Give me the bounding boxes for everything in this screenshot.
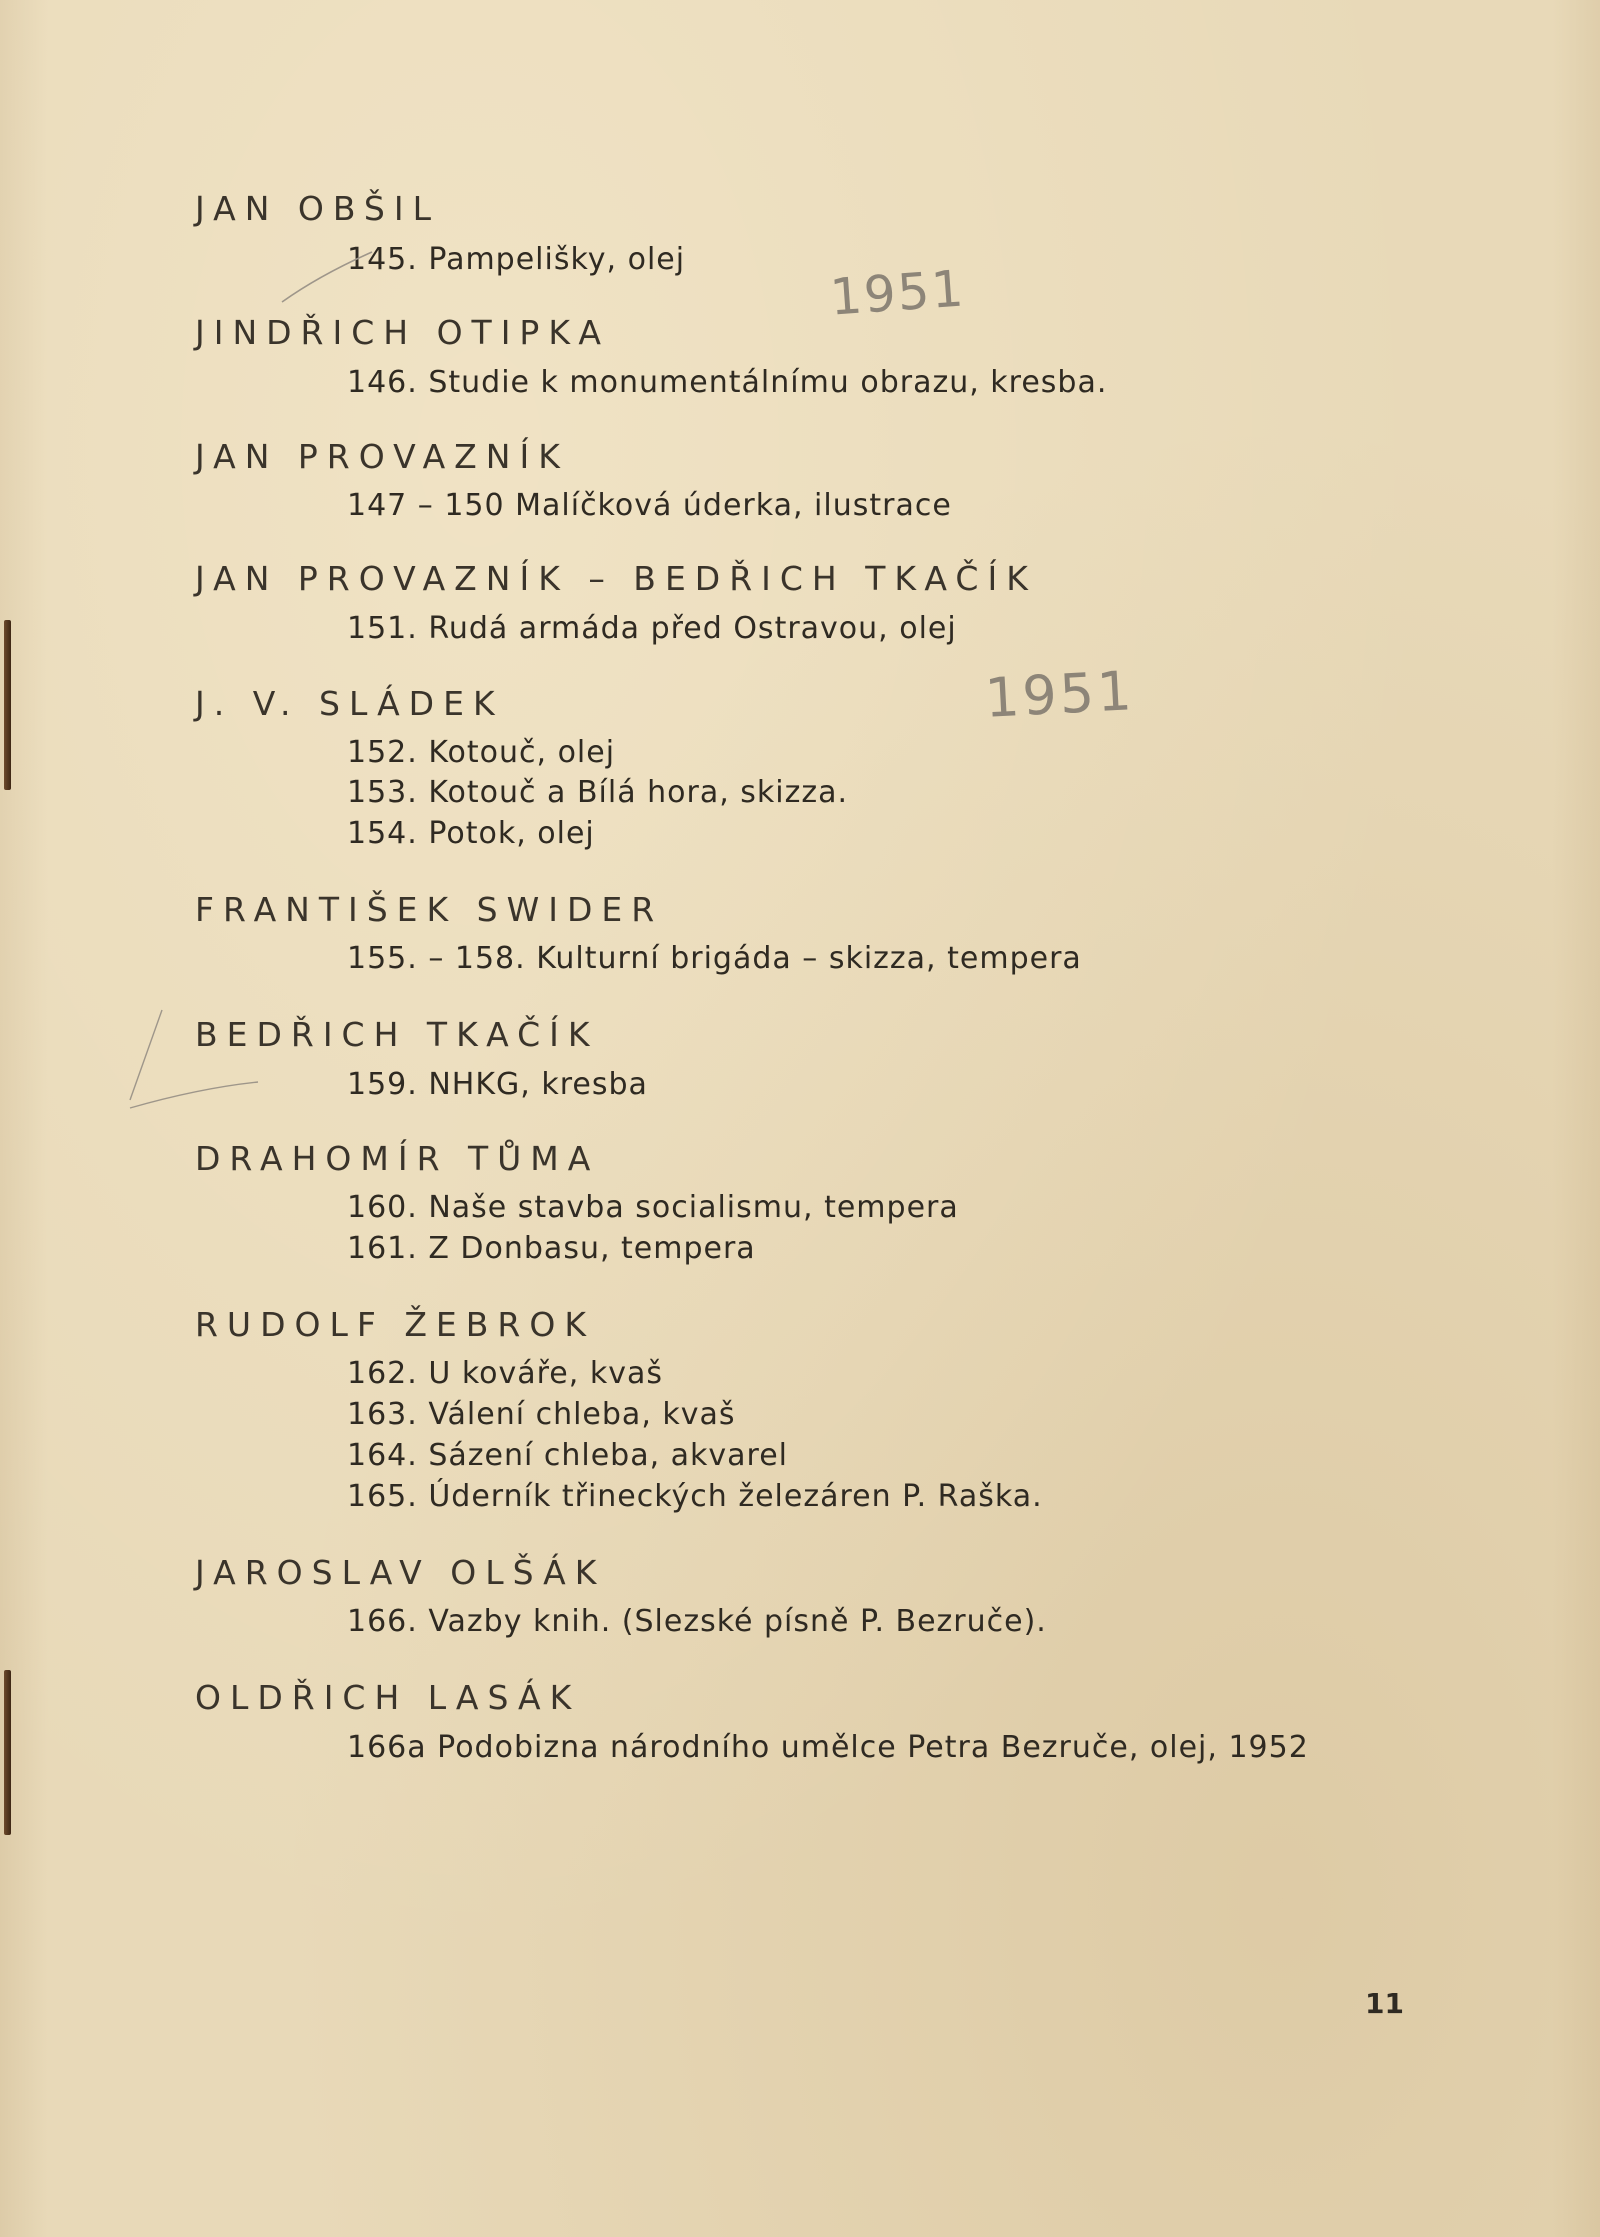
work-item: 162. U kováře, kvaš bbox=[347, 1356, 663, 1391]
artist-name: DRAHOMÍR TŮMA bbox=[195, 1139, 600, 1178]
work-item: 165. Úderník třineckých železáren P. Raška. bbox=[347, 1479, 1043, 1514]
pencil-annotation: 1951 bbox=[983, 659, 1136, 730]
page-number: 11 bbox=[1365, 1987, 1404, 2020]
work-item: 166a Podobizna národního umělce Petra Bezruče, olej, 1952 bbox=[347, 1730, 1309, 1765]
work-item: 160. Naše stavba socialismu, tempera bbox=[347, 1190, 959, 1225]
artist-name: JAN PROVAZNÍK – BEDŘICH TKAČÍK bbox=[195, 559, 1037, 598]
artist-name: JINDŘICH OTIPKA bbox=[195, 313, 610, 352]
artist-name: BEDŘICH TKAČÍK bbox=[195, 1015, 599, 1054]
work-item: 147 – 150 Malíčková úderka, ilustrace bbox=[347, 488, 952, 523]
work-item: 152. Kotouč, olej bbox=[347, 735, 616, 770]
artist-name: RUDOLF ŽEBROK bbox=[195, 1305, 595, 1344]
artist-name: JAN OBŠIL bbox=[195, 189, 441, 228]
work-item: 154. Potok, olej bbox=[347, 816, 595, 851]
work-item: 159. NHKG, kresba bbox=[347, 1067, 648, 1102]
artist-name: OLDŘICH LASÁK bbox=[195, 1678, 581, 1717]
work-item: 155. – 158. Kulturní brigáda – skizza, tempera bbox=[347, 941, 1082, 976]
work-item: 151. Rudá armáda před Ostravou, olej bbox=[347, 611, 957, 646]
artist-name: JAN PROVAZNÍK bbox=[195, 437, 569, 476]
binding-thread-top bbox=[4, 620, 11, 790]
artist-name: J. V. SLÁDEK bbox=[195, 684, 504, 723]
pencil-annotation: 1951 bbox=[828, 259, 968, 327]
work-item: 161. Z Donbasu, tempera bbox=[347, 1231, 756, 1266]
work-item: 153. Kotouč a Bílá hora, skizza. bbox=[347, 775, 849, 810]
work-item: 163. Válení chleba, kvaš bbox=[347, 1397, 736, 1432]
pencil-stroke bbox=[130, 1082, 258, 1108]
binding-thread-bottom bbox=[4, 1670, 11, 1835]
work-item: 166. Vazby knih. (Slezské písně P. Bezruče). bbox=[347, 1604, 1047, 1639]
artist-name: FRANTIŠEK SWIDER bbox=[195, 890, 664, 929]
pencil-stroke bbox=[130, 1010, 162, 1100]
work-item: 164. Sázení chleba, akvarel bbox=[347, 1438, 789, 1473]
artist-name: JAROSLAV OLŠÁK bbox=[195, 1553, 606, 1592]
work-item: 146. Studie k monumentálnímu obrazu, kresba. bbox=[347, 365, 1108, 400]
work-item: 145. Pampelišky, olej bbox=[347, 242, 686, 277]
